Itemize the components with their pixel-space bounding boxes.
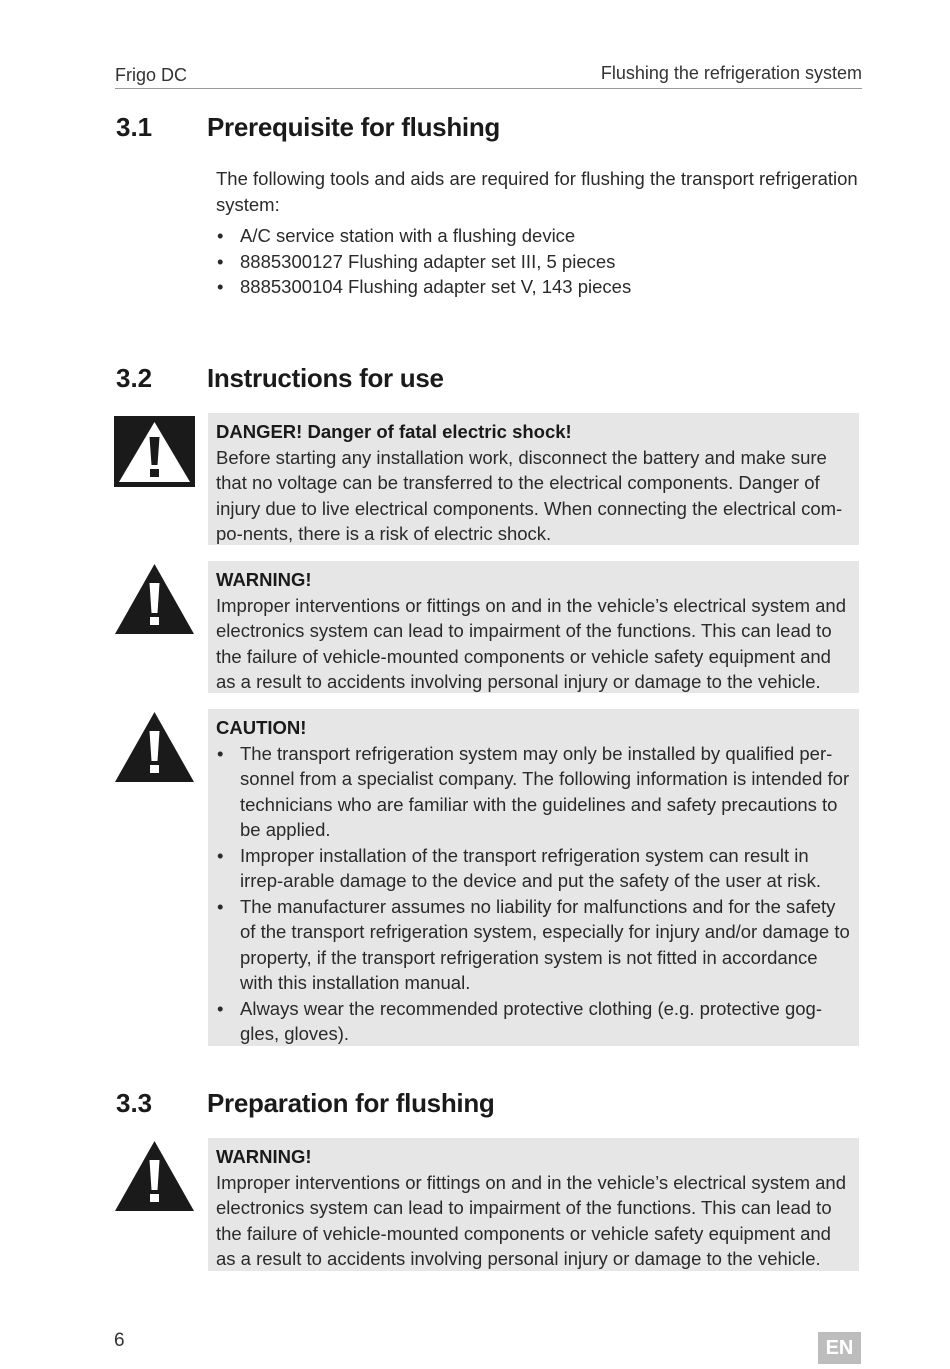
- notice-heading: CAUTION!: [216, 717, 307, 738]
- list-item: • 8885300104 Flushing adapter set V, 143 pieces: [216, 274, 866, 300]
- warning-notice: [208, 561, 859, 693]
- caution-list: [216, 741, 851, 1047]
- list-item: • The manufacturer assumes no liability for malfunctions and for the safety of the transport refrigeration system, especially for injury and/or damage to property, if the transport refrigeration system is not fitted in accordance with this installation manual.: [216, 894, 851, 996]
- notice-text: Before starting any installation work, disconnect the battery and make sure that no voltage can be transferred to the electrical components. Danger of injury due to live electrical components. When connecting the electrical com-po-nents, there is a risk of electric shock.: [216, 446, 843, 544]
- danger-square-icon: [114, 416, 195, 487]
- warning-triangle-icon: [114, 1140, 195, 1212]
- list-item: • 8885300127 Flushing adapter set III, 5 pieces: [216, 249, 866, 275]
- intro-text: The following tools and aids are required for flushing the transport refrigeration system:: [216, 168, 858, 215]
- header-chapter-title: Flushing the refrigeration system: [600, 63, 862, 83]
- list-item: • Improper installation of the transport refrigeration system can result in irrep-arable damage to the device and put the safety of the user at risk.: [216, 843, 851, 894]
- tools-list: [216, 223, 866, 300]
- list-item: • Always wear the recommended protective clothing (e.g. protective gog-gles, gloves).: [216, 996, 851, 1047]
- section-title: Instructions for use: [207, 363, 444, 393]
- warning-notice: [208, 1138, 859, 1271]
- section-number: 3.1: [116, 112, 153, 142]
- danger-notice: [208, 413, 859, 545]
- notice-heading: WARNING!: [216, 569, 312, 590]
- header-product-name: Frigo DC: [115, 65, 188, 85]
- page-header: [115, 63, 862, 89]
- list-item: • The transport refrigeration system may only be installed by qualified per-sonnel from a specialist company. The following information is intended for technicians who are familiar with the guidelines and safety precautions to be applied.: [216, 741, 851, 843]
- notice-heading: DANGER! Danger of fatal electric shock!: [216, 421, 572, 442]
- list-item: • A/C service station with a flushing device: [216, 223, 866, 249]
- caution-triangle-icon: [114, 711, 195, 783]
- section-number: 3.3: [116, 1088, 153, 1118]
- notice-text: Improper interventions or fittings on and in the vehicle’s electrical system and electronics system can lead to impairment of the functions. This can lead to the failure of vehicle-mounted components or vehicle safety equipment and as a result to accidents involving personal injury or damage to the vehicle.: [216, 594, 847, 692]
- section-number: 3.2: [116, 363, 153, 393]
- notice-text: Improper interventions or fittings on and in the vehicle’s electrical system and electronics system can lead to impairment of the functions. This can lead to the failure of vehicle-mounted components or vehicle safety equipment and as a result to accidents involving personal injury or damage to the vehicle.: [216, 1171, 847, 1269]
- language-tag: EN: [818, 1332, 861, 1364]
- warning-triangle-icon: [114, 563, 195, 635]
- page-number: 6: [114, 1330, 125, 1351]
- caution-notice: [208, 709, 859, 1046]
- notice-heading: WARNING!: [216, 1146, 312, 1167]
- section-intro: [216, 166, 866, 300]
- section-title: Preparation for flushing: [207, 1088, 495, 1118]
- section-title: Prerequisite for flushing: [207, 112, 500, 142]
